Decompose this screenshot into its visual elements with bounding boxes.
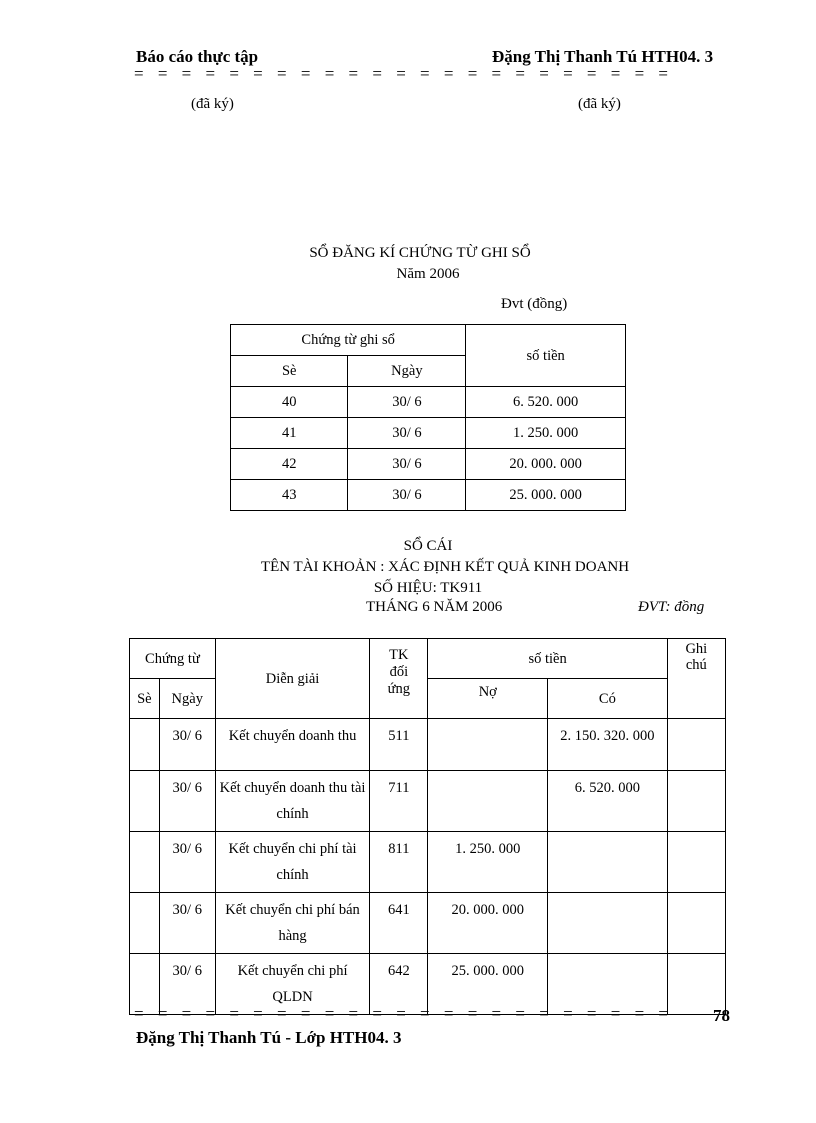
ledger-header-credit: Có bbox=[548, 679, 668, 719]
ledger-cell-debit: 1. 250. 000 bbox=[428, 832, 548, 893]
ledger-account-name: TÊN TÀI KHOẢN : XÁC ĐỊNH KẾT QUẢ KINH DOANH bbox=[260, 559, 630, 575]
footer-rule: = = = = = = = = = = = = = = = = = = = = = = = bbox=[134, 1004, 674, 1023]
page-number: 78 bbox=[713, 1006, 730, 1025]
ledger-cell-desc: Kết chuyển chi phí bán hàng bbox=[215, 893, 369, 954]
ledger-cell-desc: Kết chuyển doanh thu bbox=[215, 719, 369, 771]
ledger-title: SỔ CÁI bbox=[403, 538, 453, 554]
ledger-cell-tk: 642 bbox=[370, 954, 428, 1015]
table-row bbox=[130, 832, 726, 893]
register-year: Năm 2006 bbox=[396, 266, 460, 282]
register-cell-no: 40 bbox=[231, 387, 348, 418]
register-cell-no: 41 bbox=[231, 418, 348, 449]
table-row bbox=[231, 418, 626, 449]
ledger-cell-date: 30/ 6 bbox=[159, 893, 215, 954]
ledger-cell-tk: 811 bbox=[370, 832, 428, 893]
ledger-cell-credit: 2. 150. 320. 000 bbox=[548, 719, 668, 771]
register-cell-amount: 20. 000. 000 bbox=[466, 449, 626, 480]
ledger-cell-no bbox=[130, 832, 160, 893]
ledger-cell-debit: 25. 000. 000 bbox=[428, 954, 548, 1015]
register-table bbox=[230, 324, 626, 511]
header-left: Báo cáo thực tập bbox=[136, 47, 259, 66]
ledger-cell-note bbox=[667, 771, 725, 832]
ledger-account-code: SỐ HIỆU: TK911 bbox=[373, 580, 483, 596]
header-rule: = = = = = = = = = = = = = = = = = = = = = = = bbox=[134, 64, 674, 83]
register-title: SỔ ĐĂNG KÍ CHỨNG TỪ GHI SỔ bbox=[309, 245, 531, 261]
signature-right: (đã ký) bbox=[578, 96, 621, 112]
ledger-header-date: Ngày bbox=[159, 679, 215, 719]
register-cell-amount: 25. 000. 000 bbox=[466, 480, 626, 511]
ledger-cell-date: 30/ 6 bbox=[159, 771, 215, 832]
table-row bbox=[130, 771, 726, 832]
ledger-header-amount: số tiền bbox=[428, 639, 667, 679]
register-cell-no: 42 bbox=[231, 449, 348, 480]
table-row bbox=[231, 387, 626, 418]
ledger-header-debit: Nợ bbox=[428, 679, 548, 719]
register-header-no: Sè bbox=[231, 356, 348, 387]
ledger-cell-tk: 711 bbox=[370, 771, 428, 832]
ledger-cell-desc: Kết chuyển chi phí QLDN bbox=[215, 954, 369, 1015]
ledger-cell-note bbox=[667, 893, 725, 954]
register-cell-amount: 1. 250. 000 bbox=[466, 418, 626, 449]
register-header-date: Ngày bbox=[348, 356, 466, 387]
register-header-group: Chứng từ ghi sổ bbox=[231, 325, 466, 356]
ledger-cell-debit bbox=[428, 719, 548, 771]
ledger-cell-credit bbox=[548, 832, 668, 893]
ledger-cell-date: 30/ 6 bbox=[159, 832, 215, 893]
register-cell-date: 30/ 6 bbox=[348, 449, 466, 480]
ledger-cell-debit bbox=[428, 771, 548, 832]
ledger-cell-tk: 511 bbox=[370, 719, 428, 771]
table-row bbox=[231, 449, 626, 480]
register-cell-date: 30/ 6 bbox=[348, 418, 466, 449]
ledger-period: THÁNG 6 NĂM 2006 bbox=[366, 599, 503, 615]
ledger-header-no: Sè bbox=[130, 679, 160, 719]
ledger-cell-desc: Kết chuyển doanh thu tài chính bbox=[215, 771, 369, 832]
signature-left: (đã ký) bbox=[191, 96, 234, 112]
ledger-cell-note bbox=[667, 832, 725, 893]
ledger-table bbox=[129, 638, 726, 1015]
register-header-amount: số tiền bbox=[466, 325, 626, 387]
register-cell-date: 30/ 6 bbox=[348, 480, 466, 511]
ledger-cell-desc: Kết chuyển chi phí tài chính bbox=[215, 832, 369, 893]
ledger-cell-no bbox=[130, 719, 160, 771]
ledger-header-note: Ghi chú bbox=[667, 639, 725, 719]
register-cell-no: 43 bbox=[231, 480, 348, 511]
register-cell-amount: 6. 520. 000 bbox=[466, 387, 626, 418]
footer-text: Đặng Thị Thanh Tú - Lớp HTH04. 3 bbox=[136, 1028, 402, 1047]
table-row bbox=[130, 893, 726, 954]
ledger-cell-date: 30/ 6 bbox=[159, 954, 215, 1015]
ledger-header-tk: TK đối ứng bbox=[370, 639, 428, 719]
header-right: Đặng Thị Thanh Tú HTH04. 3 bbox=[492, 47, 714, 66]
ledger-cell-note bbox=[667, 719, 725, 771]
ledger-cell-tk: 641 bbox=[370, 893, 428, 954]
ledger-cell-credit bbox=[548, 893, 668, 954]
table-row bbox=[231, 480, 626, 511]
ledger-cell-debit: 20. 000. 000 bbox=[428, 893, 548, 954]
register-cell-date: 30/ 6 bbox=[348, 387, 466, 418]
table-row bbox=[130, 719, 726, 771]
ledger-cell-date: 30/ 6 bbox=[159, 719, 215, 771]
ledger-cell-credit: 6. 520. 000 bbox=[548, 771, 668, 832]
ledger-header-description: Diễn giải bbox=[215, 639, 369, 719]
ledger-cell-no bbox=[130, 771, 160, 832]
ledger-cell-no bbox=[130, 893, 160, 954]
ledger-header-voucher: Chứng từ bbox=[130, 639, 216, 679]
ledger-unit: ĐVT: đồng bbox=[638, 599, 705, 615]
register-unit: Đvt (đồng) bbox=[501, 296, 568, 312]
